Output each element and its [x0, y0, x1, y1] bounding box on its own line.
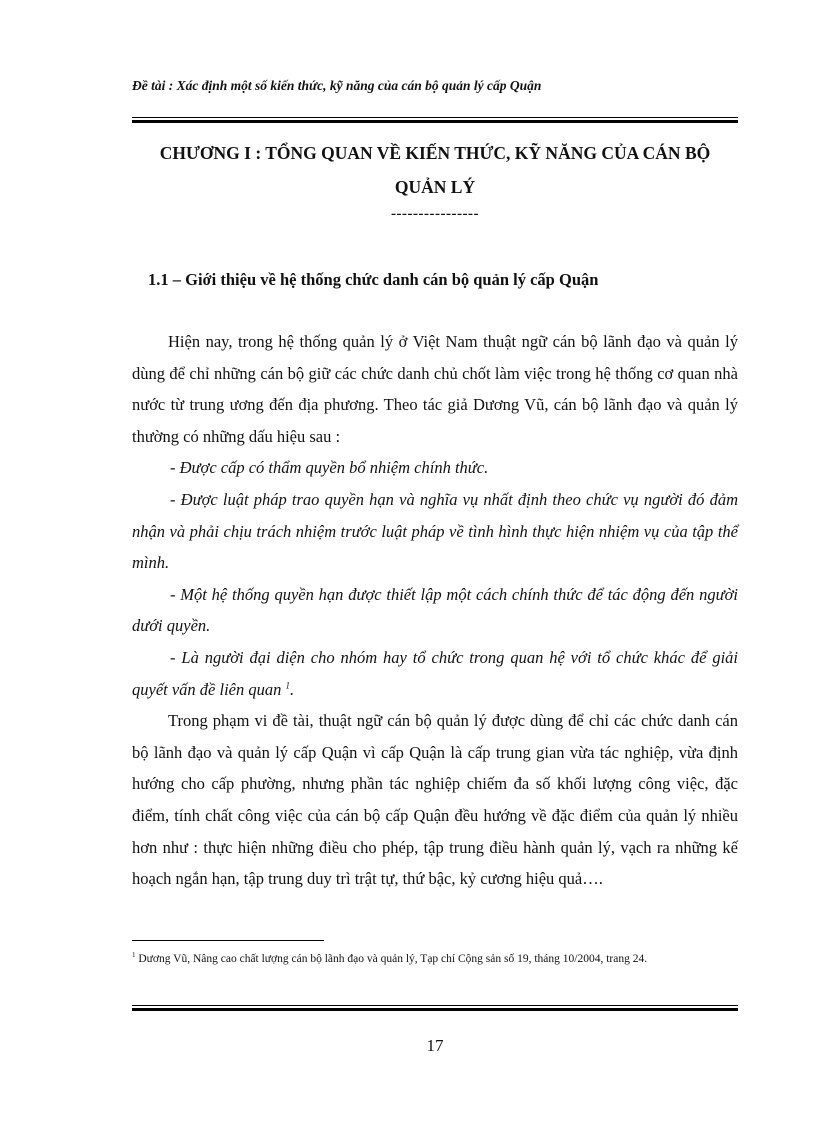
- bullet-item-4-end: .: [290, 679, 295, 699]
- page-header-title: Đề tài : Xác định một số kiến thức, kỹ năng của cán bộ quản lý cấp Quận: [132, 78, 542, 93]
- bullet-item-4-text: - Là người đại diện cho nhóm hay tổ chức trong quan hệ với tổ chức khác để giải quyết vấn đề liên quan: [132, 647, 738, 699]
- paragraph-intro: Hiện nay, trong hệ thống quản lý ở Việt Nam thuật ngữ cán bộ lãnh đạo và quản lý dùng để chỉ những cán bộ giữ các chức danh chủ chốt làm việc trong hệ thống cơ quan nhà nước từ trung ương đến địa phương. Theo tác giả Dương Vũ, cán bộ lãnh đạo và quản lý thường có những dấu hiệu sau :: [132, 332, 738, 446]
- page-number: 17: [426, 1036, 444, 1055]
- header-divider-thin: [132, 117, 738, 118]
- body-text: [132, 326, 738, 895]
- bullet-item-4: [132, 642, 738, 705]
- bullet-item-2: - Được luật pháp trao quyền hạn và nghĩa vụ nhất định theo chức vụ người đó đảm nhận và phải chịu trách nhiệm trước luật pháp về tình hình thực hiện nhiệm vụ của tập thể mình.: [132, 489, 738, 573]
- paragraph-scope: Trong phạm vi đề tài, thuật ngữ cán bộ quản lý được dùng để chỉ các chức danh cán bộ lãnh đạo và quản lý cấp Quận vì cấp Quận là cấp trung gian vừa tác nghiệp, vừa định hướng cho cấp phường, nhưng phần tác nghiệp chiếm đa số khối lượng công việc, đặc điểm, tính chất công việc của cán bộ cấp Quận đều hướng về đặc điểm của quản lý nhiều hơn như : thực hiện những điều cho phép, tập trung điều hành quản lý, vạch ra những kế hoạch ngắn hạn, tập trung duy trì trật tự, thứ bậc, kỷ cương hiệu quả….: [132, 711, 738, 889]
- footnote-divider: [132, 940, 324, 941]
- footnote-reference: 1: [285, 680, 290, 691]
- header-divider-thick: [132, 120, 738, 123]
- footer-divider-thin: [132, 1005, 738, 1006]
- chapter-title-line-1: CHƯƠNG I : TỔNG QUAN VỀ KIẾN THỨC, KỸ NĂNG CỦA CÁN BỘ: [159, 143, 711, 163]
- bullet-item-1: - Được cấp có thẩm quyền bổ nhiệm chính thức.: [170, 458, 489, 478]
- footnote-mark: 1: [132, 951, 136, 960]
- bullet-item-3: - Một hệ thống quyền hạn được thiết lập một cách chính thức để tác động đến người dưới quyền.: [132, 584, 738, 636]
- section-heading: 1.1 – Giới thiệu về hệ thống chức danh cán bộ quản lý cấp Quận: [148, 270, 599, 289]
- header-divider: [132, 117, 738, 124]
- chapter-separator-dashes: ----------------: [391, 206, 479, 222]
- footnote: [132, 950, 738, 969]
- footer-divider-thick: [132, 1008, 738, 1011]
- footer-divider: [132, 1005, 738, 1012]
- chapter-title-line-2: QUẢN LÝ: [394, 177, 476, 197]
- footnote-text: Dương Vũ, Nâng cao chất lượng cán bộ lãnh đạo và quản lý, Tạp chí Cộng sản số 19, tháng 10/2004, trang 24.: [135, 953, 648, 965]
